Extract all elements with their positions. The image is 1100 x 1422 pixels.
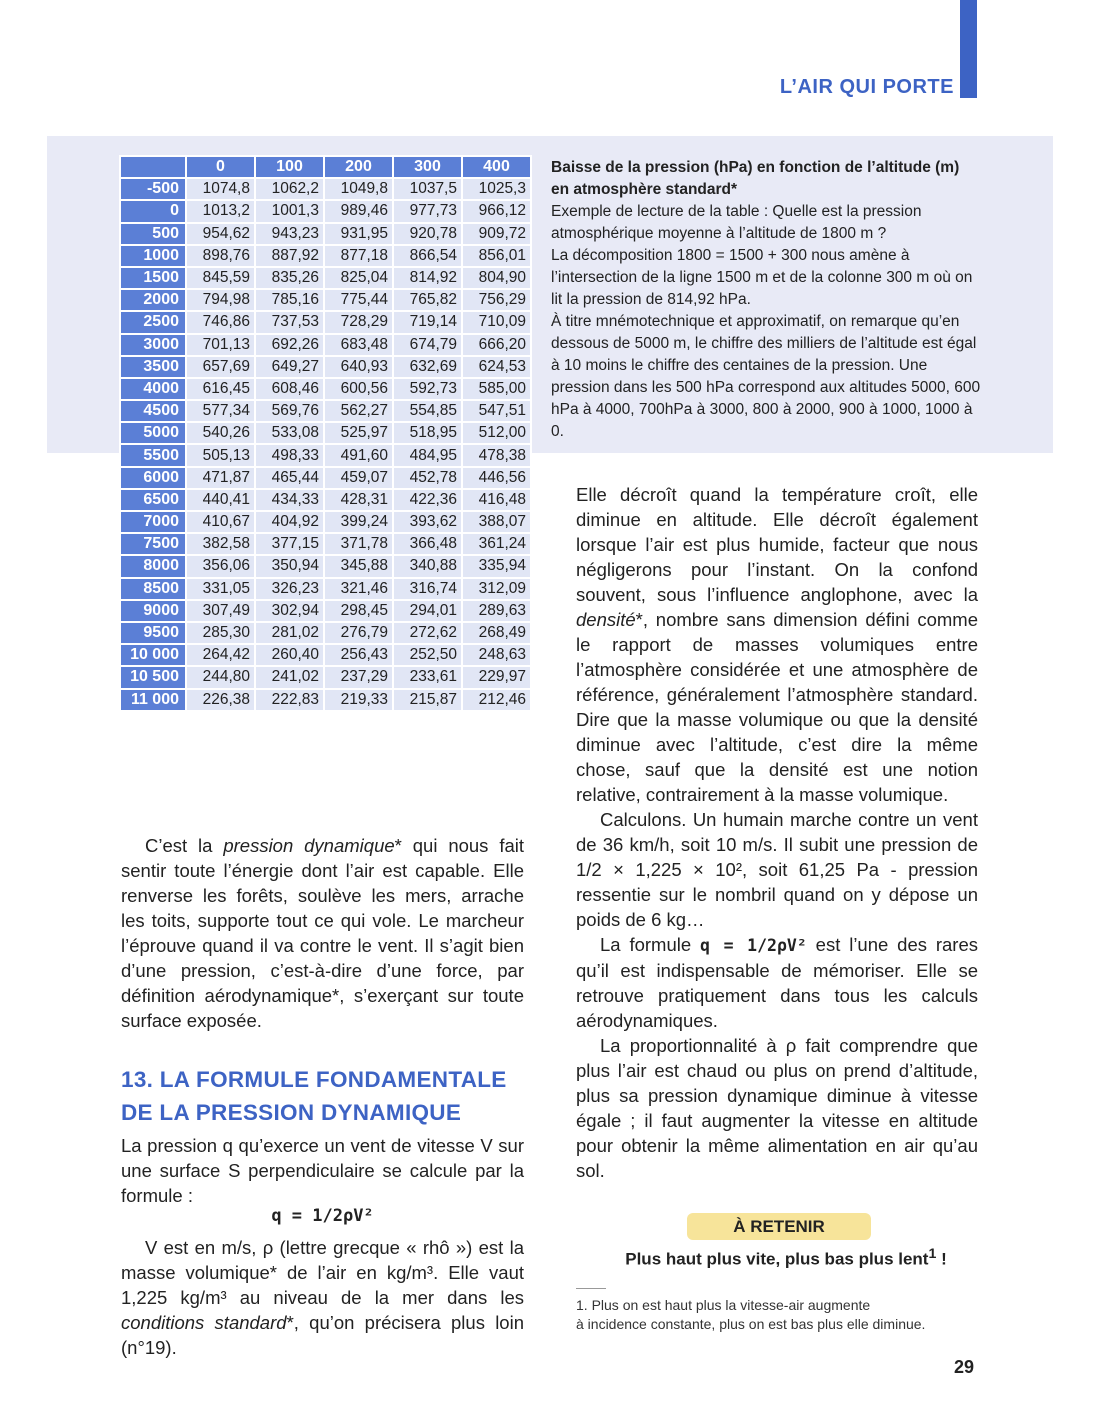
table-header-row (120, 156, 531, 178)
pressure-cell: 719,14 (393, 311, 462, 333)
row-header-altitude: 5000 (120, 422, 186, 444)
pressure-cell: 608,46 (255, 378, 324, 400)
pressure-cell: 1001,3 (255, 200, 324, 222)
pressure-cell: 268,49 (462, 622, 531, 644)
table-row (120, 489, 531, 511)
pressure-table (119, 155, 532, 712)
pressure-cell: 562,27 (324, 400, 393, 422)
pressure-cell: 954,62 (186, 223, 255, 245)
pressure-cell: 977,73 (393, 200, 462, 222)
pressure-cell: 835,26 (255, 267, 324, 289)
pressure-cell: 498,33 (255, 444, 324, 466)
pressure-cell: 989,46 (324, 200, 393, 222)
pressure-cell: 547,51 (462, 400, 531, 422)
table-row (120, 356, 531, 378)
pressure-cell: 478,38 (462, 444, 531, 466)
table-row (120, 245, 531, 267)
pressure-cell: 440,41 (186, 489, 255, 511)
pressure-cell: 371,78 (324, 533, 393, 555)
pressure-cell: 746,86 (186, 311, 255, 333)
row-header-altitude: 10 500 (120, 666, 186, 688)
table-row (120, 689, 531, 711)
pressure-cell: 710,09 (462, 311, 531, 333)
table-row (120, 467, 531, 489)
pressure-cell: 728,29 (324, 311, 393, 333)
row-header-altitude: 2000 (120, 289, 186, 311)
pressure-cell: 307,49 (186, 600, 255, 622)
caption-decomposition: La décomposition 1800 = 1500 + 300 nous amène à l’intersection de la ligne 1500 m et de la colonne 300 m où on lit la pression de 814,92 hPa. (551, 247, 973, 308)
pressure-cell: 814,92 (393, 267, 462, 289)
section-title: 13. LA FORMULE FONDAMENTALE DE LA PRESSION DYNAMIQUE (121, 1067, 507, 1125)
column-header: 0 (186, 156, 255, 178)
pressure-cell: 272,62 (393, 622, 462, 644)
pressure-cell: 569,76 (255, 400, 324, 422)
pressure-cell: 446,56 (462, 467, 531, 489)
pressure-cell: 554,85 (393, 400, 462, 422)
pressure-cell: 592,73 (393, 378, 462, 400)
right-column (576, 482, 978, 1183)
running-head: L’AIR QUI PORTE (779, 76, 954, 98)
table-row (120, 444, 531, 466)
left-column-upper (121, 833, 524, 1033)
table-row (120, 622, 531, 644)
table-row (120, 600, 531, 622)
pressure-cell: 452,78 (393, 467, 462, 489)
pressure-cell: 887,92 (255, 245, 324, 267)
table-row (120, 666, 531, 688)
table-row (120, 311, 531, 333)
row-header-altitude: 1000 (120, 245, 186, 267)
paragraph-calcul: Calculons. Un humain marche contre un vent de 36 km/h, soit 10 m/s. Il subit une pression de 1/2 × 1,225 × 10², soit 61,25 Pa - pression ressentie sur le nombril quand on y dépose un poids de 6 kg… (576, 809, 978, 930)
footnote-ref: 1 (928, 1246, 937, 1262)
pressure-cell: 422,36 (393, 489, 462, 511)
inline-formula: q = 1/2ρV² (700, 936, 807, 955)
row-header-altitude: 4000 (120, 378, 186, 400)
pressure-cell: 692,26 (255, 334, 324, 356)
pressure-cell: 577,34 (186, 400, 255, 422)
pressure-cell: 465,44 (255, 467, 324, 489)
pressure-cell: 366,48 (393, 533, 462, 555)
table-row (120, 289, 531, 311)
pressure-cell: 326,23 (255, 578, 324, 600)
pressure-cell: 856,01 (462, 245, 531, 267)
pressure-cell: 248,63 (462, 644, 531, 666)
row-header-altitude: 9500 (120, 622, 186, 644)
pressure-cell: 966,12 (462, 200, 531, 222)
table-caption (551, 157, 981, 443)
pressure-cell: 416,48 (462, 489, 531, 511)
pressure-cell: 264,42 (186, 644, 255, 666)
retenir-label: À RETENIR (687, 1213, 871, 1240)
pressure-cell: 302,94 (255, 600, 324, 622)
pressure-cell: 616,45 (186, 378, 255, 400)
footnote: 1. Plus on est haut plus la vitesse-air augmente à incidence constante, plus on est bas plus elle diminue. (576, 1297, 926, 1332)
pressure-cell: 285,30 (186, 622, 255, 644)
pressure-cell: 518,95 (393, 422, 462, 444)
pressure-cell: 276,79 (324, 622, 393, 644)
pressure-cell: 345,88 (324, 555, 393, 577)
pressure-cell: 737,53 (255, 311, 324, 333)
pressure-cell: 505,13 (186, 444, 255, 466)
pressure-cell: 226,38 (186, 689, 255, 711)
row-header-altitude: 6500 (120, 489, 186, 511)
row-header-altitude: 9000 (120, 600, 186, 622)
pressure-cell: 252,50 (393, 644, 462, 666)
pressure-cell: 877,18 (324, 245, 393, 267)
row-header-altitude: 0 (120, 200, 186, 222)
paragraph-densite: Elle décroît quand la température croît, elle diminue en altitude. Elle décroît également lorsque l’air est plus humide, facteur que nous négligerons pour l’instant. On la confond souvent, sous l’influence anglophone, avec la densité*, nombre sans dimension défini comme le rapport de masses volumiques entre l’atmosphère considérée et une atmosphère de référence, généralement l’atmosphère standard. Dire que la masse volumique ou que la densité diminue avec l’altitude, c’est dire la même chose, sauf que la densité est une notion relative, contrairement à la masse volumique. (576, 484, 978, 805)
column-header: 200 (324, 156, 393, 178)
paragraph-units: V est en m/s, ρ (lettre grecque « rhô ») est la masse volumique* de l’air en kg/m³. Elle vaut 1,225 kg/m³ au niveau de la mer dans les conditions standard*, qu’on précisera plus loin (n°19). (121, 1237, 524, 1358)
pressure-cell: 316,74 (393, 578, 462, 600)
row-header-altitude: 3000 (120, 334, 186, 356)
pressure-cell: 785,16 (255, 289, 324, 311)
pressure-cell: 289,63 (462, 600, 531, 622)
table-corner-cell (120, 156, 186, 178)
table-row (120, 644, 531, 666)
table-row (120, 578, 531, 600)
table-row (120, 223, 531, 245)
column-header: 300 (393, 156, 462, 178)
paragraph-proportionnalite: La proportionnalité à ρ fait comprendre que plus l’air est chaud ou plus on prend d’altitude, plus sa pression dynamique diminue à vitesse égale ; il faut augmenter la vitesse en altitude pour obtenir la même alimentation en air qu’au sol. (576, 1035, 978, 1181)
pressure-cell: 459,07 (324, 467, 393, 489)
pressure-cell: 674,79 (393, 334, 462, 356)
pressure-cell: 298,45 (324, 600, 393, 622)
paragraph-pression-dynamique: C’est la pression dynamique* qui nous fait sentir toute l’énergie dont l’air est capable. Elle renverse les forêts, soulève les mers, arrache les toits, supporte tout ce qui vole. Le marcheur l’éprouve quand il va contre le vent. Il s’agit bien d’une pression, c’est-à-dire d’une force, par définition aérodynamique*, s’exerçant sur toute surface exposée. (121, 835, 525, 1031)
table-row (120, 178, 531, 200)
table-row (120, 533, 531, 555)
pressure-cell: 404,92 (255, 511, 324, 533)
row-header-altitude: 10 000 (120, 644, 186, 666)
table-row (120, 400, 531, 422)
term-conditions-standard: conditions standard (121, 1312, 287, 1333)
pressure-cell: 540,26 (186, 422, 255, 444)
pressure-cell: 212,46 (462, 689, 531, 711)
caption-title: Baisse de la pression (hPa) en fonction de l’altitude (m) en atmosphère standard* (551, 159, 960, 198)
row-header-altitude: 1500 (120, 267, 186, 289)
pressure-cell: 1025,3 (462, 178, 531, 200)
pressure-cell: 624,53 (462, 356, 531, 378)
pressure-cell: 866,54 (393, 245, 462, 267)
pressure-cell: 377,15 (255, 533, 324, 555)
pressure-cell: 585,00 (462, 378, 531, 400)
pressure-cell: 388,07 (462, 511, 531, 533)
row-header-altitude: 6000 (120, 467, 186, 489)
pressure-cell: 229,97 (462, 666, 531, 688)
table-row (120, 200, 531, 222)
caption-example: Exemple de lecture de la table : Quelle est la pression atmosphérique moyenne à l’altitude de 1800 m ? (551, 203, 922, 242)
pressure-cell: 765,82 (393, 289, 462, 311)
caption-mnemonic: À titre mnémotechnique et approximatif, on remarque qu’en dessous de 5000 m, le chiffre des milliers de l’altitude est égal à 10 moins le chiffre des centaines de la pression. Une pression dans les 500 hPa correspond aux altitudes 5000, 600 hPa à 4000, 700hPa à 3000, 800 à 2000, 900 à 1000, 1000 à 0. (551, 313, 981, 440)
pressure-cell: 260,40 (255, 644, 324, 666)
pressure-cell: 1049,8 (324, 178, 393, 200)
pressure-cell: 471,87 (186, 467, 255, 489)
pressure-cell: 1074,8 (186, 178, 255, 200)
pressure-cell: 361,24 (462, 533, 531, 555)
table-row (120, 511, 531, 533)
row-header-altitude: 7000 (120, 511, 186, 533)
column-header: 100 (255, 156, 324, 178)
pressure-cell: 233,61 (393, 666, 462, 688)
pressure-cell: 393,62 (393, 511, 462, 533)
pressure-cell: 533,08 (255, 422, 324, 444)
table-row (120, 267, 531, 289)
pressure-cell: 640,93 (324, 356, 393, 378)
pressure-cell: 794,98 (186, 289, 255, 311)
left-column-lower (121, 1133, 524, 1360)
pressure-cell: 237,29 (324, 666, 393, 688)
page-number: 29 (954, 1357, 975, 1377)
pressure-cell: 321,46 (324, 578, 393, 600)
column-header: 400 (462, 156, 531, 178)
pressure-cell: 331,05 (186, 578, 255, 600)
pressure-cell: 512,00 (462, 422, 531, 444)
retenir-text: Plus haut plus vite, plus bas plus lent$^1$ ! (625, 1246, 947, 1269)
pressure-cell: 382,58 (186, 533, 255, 555)
pressure-cell: 241,02 (255, 666, 324, 688)
pressure-cell: 683,48 (324, 334, 393, 356)
pressure-cell: 1013,2 (186, 200, 255, 222)
table-row (120, 422, 531, 444)
table-row (120, 378, 531, 400)
pressure-cell: 649,27 (255, 356, 324, 378)
row-header-altitude: 7500 (120, 533, 186, 555)
formula: q = 1/2ρV² (271, 1206, 374, 1226)
pressure-cell: 920,78 (393, 223, 462, 245)
row-header-altitude: 2500 (120, 311, 186, 333)
row-header-altitude: 5500 (120, 444, 186, 466)
pressure-cell: 1062,2 (255, 178, 324, 200)
pressure-cell: 491,60 (324, 444, 393, 466)
footnote-rule (576, 1288, 606, 1289)
pressure-cell: 428,31 (324, 489, 393, 511)
pressure-cell: 312,09 (462, 578, 531, 600)
pressure-cell: 356,06 (186, 555, 255, 577)
pressure-cell: 666,20 (462, 334, 531, 356)
pressure-cell: 657,69 (186, 356, 255, 378)
pressure-cell: 350,94 (255, 555, 324, 577)
pressure-cell: 434,33 (255, 489, 324, 511)
row-header-altitude: 4500 (120, 400, 186, 422)
pressure-cell: 410,67 (186, 511, 255, 533)
pressure-cell: 909,72 (462, 223, 531, 245)
pressure-cell: 222,83 (255, 689, 324, 711)
paragraph-formula-intro: La pression q qu’exerce un vent de vitesse V sur une surface S perpendiculaire se calcule par la formule : (121, 1135, 524, 1206)
term-pression-dynamique: pression dynamique (223, 835, 395, 856)
pressure-cell: 256,43 (324, 644, 393, 666)
row-header-altitude: -500 (120, 178, 186, 200)
pressure-cell: 701,13 (186, 334, 255, 356)
accent-bar (960, 0, 977, 98)
term-densite: densité (576, 609, 636, 630)
pressure-cell: 335,94 (462, 555, 531, 577)
pressure-cell: 281,02 (255, 622, 324, 644)
pressure-cell: 294,01 (393, 600, 462, 622)
paragraph-memorisation: La formule q = 1/2ρV² est l’une des rares qu’il est indispensable de mémoriser. Elle se retrouve pratiquement dans tous les calculs aérodynamiques. (576, 934, 978, 1031)
pressure-cell: 632,69 (393, 356, 462, 378)
row-header-altitude: 8000 (120, 555, 186, 577)
table-row (120, 555, 531, 577)
row-header-altitude: 8500 (120, 578, 186, 600)
pressure-cell: 845,59 (186, 267, 255, 289)
pressure-cell: 898,76 (186, 245, 255, 267)
pressure-cell: 775,44 (324, 289, 393, 311)
pressure-cell: 244,80 (186, 666, 255, 688)
row-header-altitude: 11 000 (120, 689, 186, 711)
pressure-cell: 943,23 (255, 223, 324, 245)
pressure-cell: 484,95 (393, 444, 462, 466)
table-row (120, 334, 531, 356)
pressure-cell: 825,04 (324, 267, 393, 289)
pressure-cell: 219,33 (324, 689, 393, 711)
pressure-cell: 1037,5 (393, 178, 462, 200)
pressure-cell: 931,95 (324, 223, 393, 245)
pressure-cell: 756,29 (462, 289, 531, 311)
row-header-altitude: 3500 (120, 356, 186, 378)
pressure-cell: 600,56 (324, 378, 393, 400)
pressure-cell: 215,87 (393, 689, 462, 711)
pressure-cell: 340,88 (393, 555, 462, 577)
pressure-cell: 399,24 (324, 511, 393, 533)
row-header-altitude: 500 (120, 223, 186, 245)
pressure-cell: 525,97 (324, 422, 393, 444)
pressure-cell: 804,90 (462, 267, 531, 289)
